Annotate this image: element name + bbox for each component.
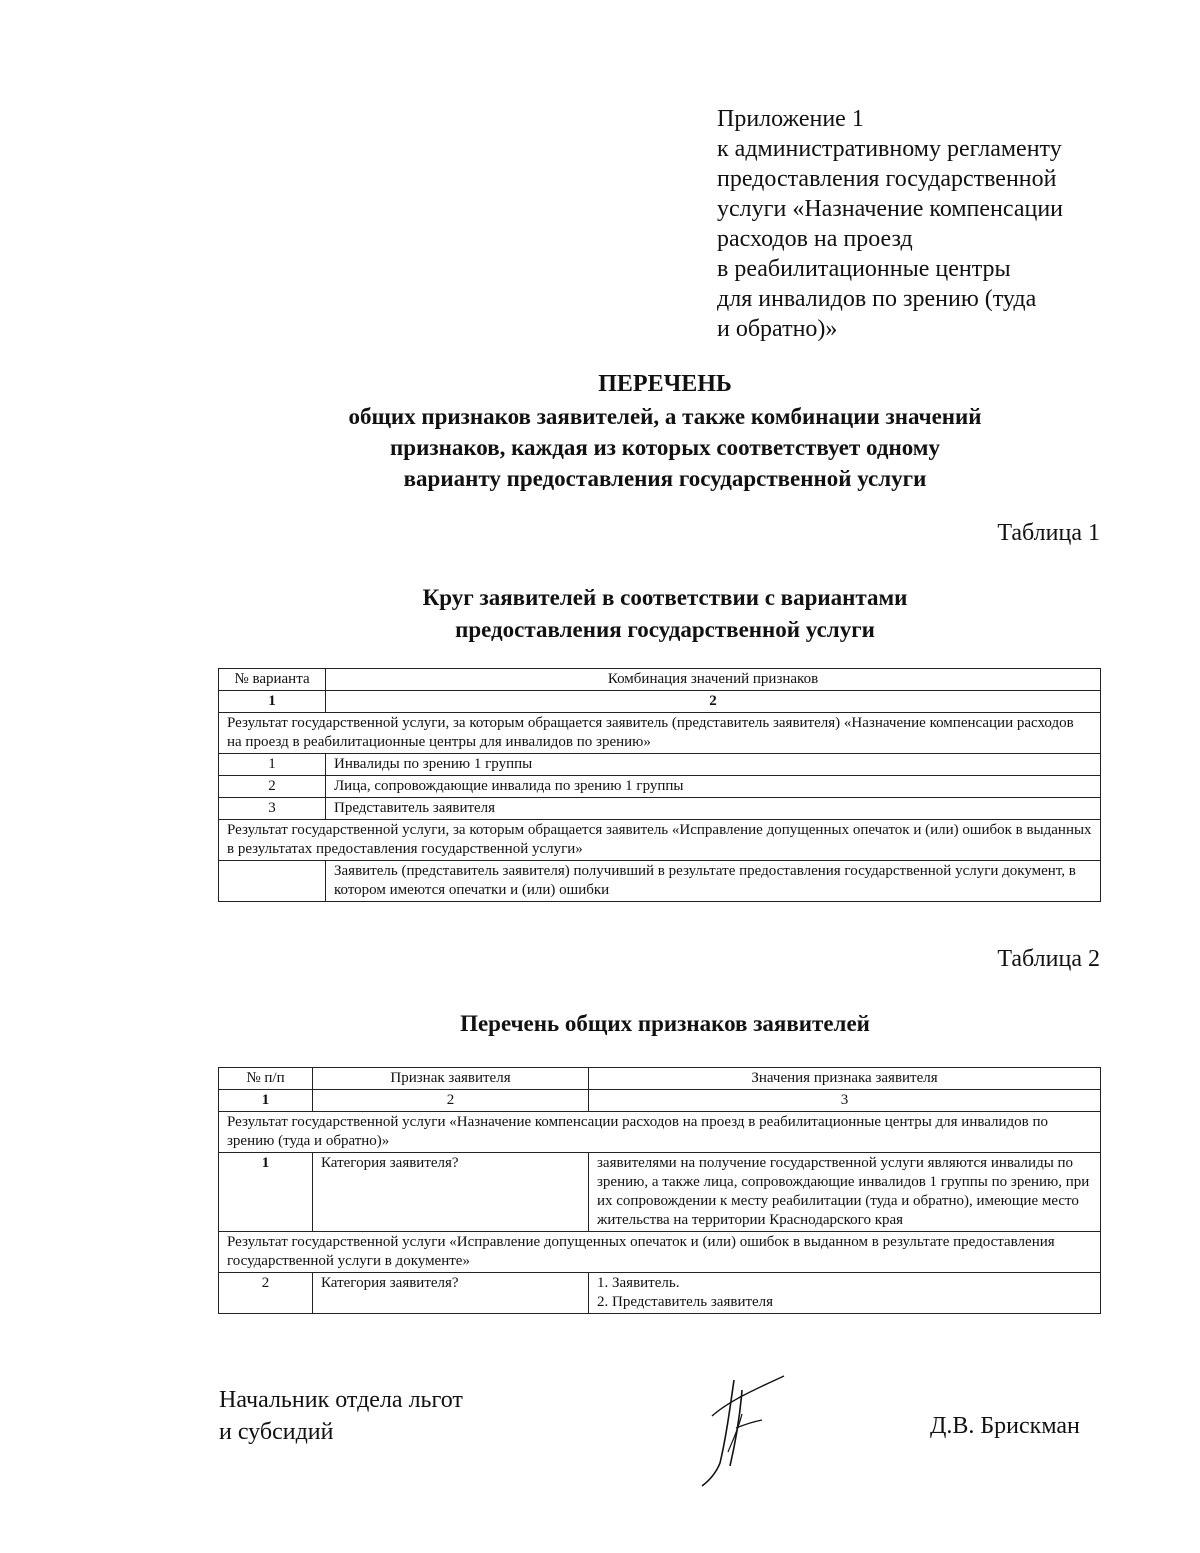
variant-description: Инвалиды по зрению 1 группы [326, 754, 1101, 776]
section-cell: Результат государственной услуги «Исправление допущенных опечаток и (или) ошибок в выданном в результате предоставления государственной услуги в документе» [219, 1232, 1101, 1273]
row-number: 1 [219, 1153, 313, 1232]
variant-number: 2 [219, 776, 326, 798]
column-number: 1 [219, 691, 326, 713]
appendix-line: Приложение 1 [717, 106, 864, 132]
variant-description: Представитель заявителя [326, 798, 1101, 820]
signatory-name: Д.В. Брискман [930, 1413, 1080, 1439]
variant-description: Лица, сопровождающие инвалида по зрению 1 группы [326, 776, 1101, 798]
sign-value-line: 1. Заявитель. [597, 1275, 680, 1291]
column-number: 1 [219, 1090, 313, 1112]
header-cell: Комбинация значений признаков [326, 669, 1101, 691]
signatory-position-line: Начальник отдела льгот [219, 1387, 463, 1413]
variant-number: 1 [219, 754, 326, 776]
table-header-row [219, 669, 1101, 691]
header-cell: № варианта [219, 669, 326, 691]
section-cell: Результат государственной услуги, за которым обращается заявитель (представитель заявителя) «Назначение компенсации расходов на проезд в реабилитационные центры для инвалидов по зрению» [219, 713, 1101, 754]
table-row [219, 1153, 1101, 1232]
table-number-row [219, 1090, 1101, 1112]
table-row [219, 798, 1101, 820]
table1-title-line: Круг заявителей в соответствии с вариантами [422, 585, 908, 610]
subtitle-line: общих признаков заявителей, а также комбинации значений [348, 404, 982, 429]
appendix-line: для инвалидов по зрению (туда [717, 286, 1037, 312]
header-cell: Значения признака заявителя [589, 1068, 1101, 1090]
table-row [219, 776, 1101, 798]
sign-value: заявителями на получение государственной услуги являются инвалиды по зрению, а также лица, сопровождающие инвалидов 1 группы по зрению, при их сопровождении к месту реабилитации (туда и обратно), имеющие место жительства на территории Краснодарского края [589, 1153, 1101, 1232]
appendix-block [717, 104, 1063, 344]
variant-description: Заявитель (представитель заявителя) получивший в результате предоставления государственной услуги документ, в котором имеются опечатки и (или) ошибки [326, 861, 1101, 902]
table-section-row [219, 1112, 1101, 1153]
table-section-row [219, 1232, 1101, 1273]
variant-number: 3 [219, 798, 326, 820]
appendix-line: расходов на проезд [717, 226, 913, 252]
table1-label: Таблица 1 [997, 520, 1100, 546]
header-cell: Признак заявителя [313, 1068, 589, 1090]
section-cell: Результат государственной услуги, за которым обращается заявитель «Исправление допущенных опечаток и (или) ошибок в выданных в результатах предоставления государственной услуги» [219, 820, 1101, 861]
applicant-sign: Категория заявителя? [313, 1153, 589, 1232]
appendix-line: в реабилитационные центры [717, 256, 1011, 282]
table1 [218, 668, 1101, 902]
applicant-sign: Категория заявителя? [313, 1273, 589, 1314]
table2-label: Таблица 2 [997, 946, 1100, 972]
appendix-line: к административному регламенту [717, 136, 1062, 162]
row-number: 2 [219, 1273, 313, 1314]
appendix-line: предоставления государственной [717, 166, 1057, 192]
subtitle-line: варианту предоставления государственной услуги [403, 466, 927, 491]
section-cell: Результат государственной услуги «Назначение компенсации расходов на проезд в реабилитационные центры для инвалидов по зрению (туда и обратно)» [219, 1112, 1101, 1153]
table1-title-line: предоставления государственной услуги [455, 617, 875, 642]
table-row [219, 1273, 1101, 1314]
appendix-line: услуги «Назначение компенсации [717, 196, 1064, 222]
document-subtitle [200, 401, 1130, 494]
table-row [219, 861, 1101, 902]
table-row [219, 754, 1101, 776]
column-number: 3 [589, 1090, 1101, 1112]
table-header-row [219, 1068, 1101, 1090]
sign-value [589, 1273, 1101, 1314]
document-title: ПЕРЕЧЕНЬ [598, 371, 732, 397]
handwritten-signature [690, 1368, 800, 1488]
sign-value-line: 2. Представитель заявителя [597, 1294, 774, 1310]
table-section-row [219, 713, 1101, 754]
table-number-row [219, 691, 1101, 713]
subtitle-line: признаков, каждая из которых соответствует одному [390, 435, 940, 460]
column-number: 2 [313, 1090, 589, 1112]
table2 [218, 1067, 1101, 1314]
column-number: 2 [326, 691, 1101, 713]
table-section-row [219, 820, 1101, 861]
table2-title: Перечень общих признаков заявителей [460, 1011, 870, 1036]
signatory-position [219, 1384, 463, 1448]
header-cell: № п/п [219, 1068, 313, 1090]
signatory-position-line: и субсидий [219, 1419, 334, 1445]
appendix-line: и обратно)» [717, 316, 838, 342]
variant-number [219, 861, 326, 902]
table1-title [200, 582, 1130, 646]
